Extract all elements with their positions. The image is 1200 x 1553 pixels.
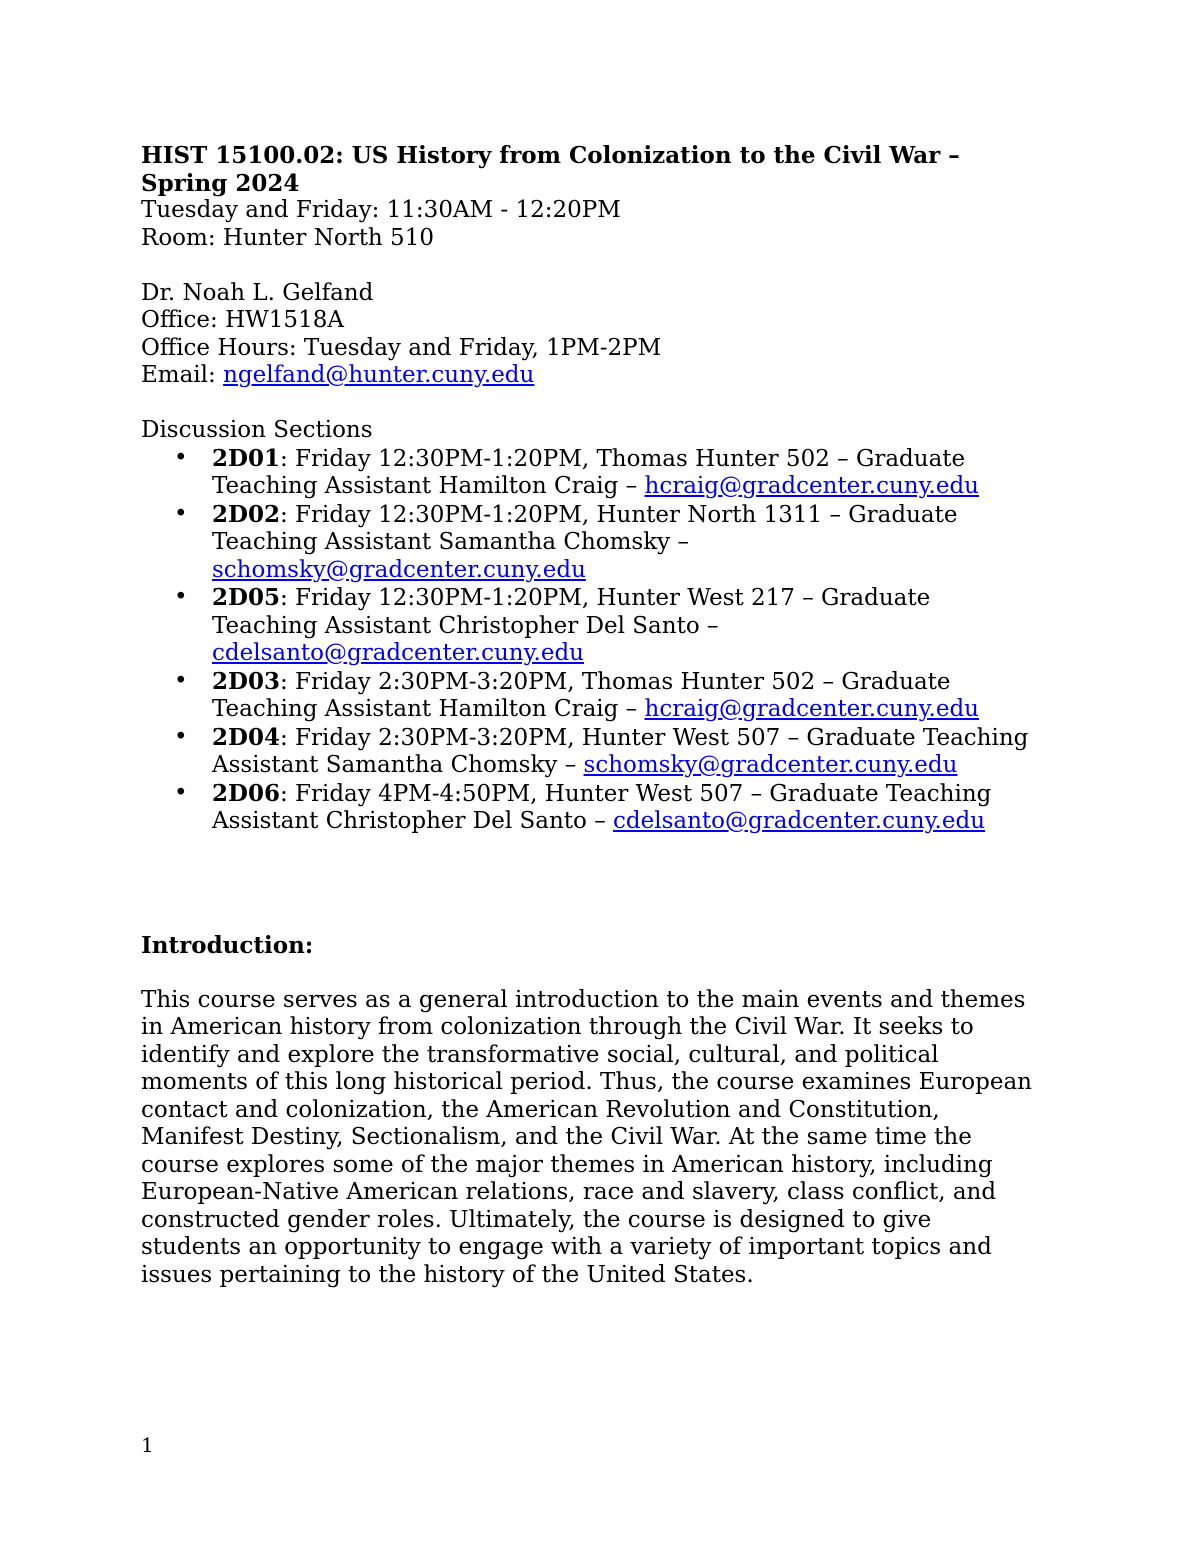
course-title-line1: HIST 15100.02: US History from Colonization to the Civil War – (141, 142, 960, 169)
instructor-name: Dr. Noah L. Gelfand (141, 279, 374, 306)
section-ta: Teaching Assistant Christopher Del Santo – (212, 612, 719, 639)
paragraph-line: Manifest Destiny, Sectionalism, and the Civil War. At the same time the (141, 1124, 972, 1150)
section-ta: Teaching Assistant Hamilton Craig – (212, 473, 645, 499)
discussion-heading: Discussion Sections (141, 417, 373, 443)
class-room: Room: Hunter North 510 (141, 224, 434, 251)
bullet-icon: • (174, 444, 188, 471)
section-details: : Friday 12:30PM-1:20PM, Hunter North 1311 – Graduate (279, 501, 958, 528)
section-item (141, 501, 1071, 585)
section-ta-email-link[interactable]: cdelsanto@gradcenter.cuny.edu (212, 640, 584, 666)
section-ta-email-link[interactable]: cdelsanto@gradcenter.cuny.edu (613, 808, 986, 834)
section-code: 2D05 (212, 584, 280, 611)
class-schedule: Tuesday and Friday: 11:30AM - 12:20PM (141, 197, 621, 223)
bullet-icon: • (174, 584, 188, 610)
section-code: 2D04 (212, 723, 280, 751)
section-item (141, 445, 1071, 501)
section-item (141, 668, 1071, 724)
section-details: : Friday 12:30PM-1:20PM, Hunter West 217 – Graduate (279, 585, 931, 611)
instructor-office: Office: HW1518A (141, 307, 344, 333)
bullet-icon: • (174, 779, 188, 806)
bullet-icon: • (174, 500, 188, 527)
paragraph-line: issues pertaining to the history of the United States. (141, 1261, 754, 1288)
document-page (141, 142, 1071, 1289)
section-ta: Teaching Assistant Hamilton Craig – (212, 696, 645, 722)
section-details: : Friday 12:30PM-1:20PM, Thomas Hunter 502 – Graduate (279, 445, 966, 472)
section-ta-email-link[interactable]: schomsky@gradcenter.cuny.edu (212, 556, 586, 583)
section-item (141, 724, 1071, 780)
section-ta-email-link[interactable]: hcraig@gradcenter.cuny.edu (644, 696, 979, 722)
section-item (141, 584, 1071, 668)
section-ta: Teaching Assistant Samantha Chomsky – (212, 529, 689, 555)
section-code: 2D03 (212, 667, 280, 695)
section-details: : Friday 2:30PM-3:20PM, Thomas Hunter 502 – Graduate (279, 668, 951, 695)
discussion-sections-list (141, 445, 1071, 836)
section-details: : Friday 2:30PM-3:20PM, Hunter West 507 – Graduate Teaching (279, 724, 1029, 751)
paragraph-line: students an opportunity to engage with a variety of important topics and (141, 1234, 992, 1260)
paragraph-line: identify and explore the transformative social, cultural, and political (141, 1041, 939, 1068)
page-number: 1 (141, 1433, 154, 1457)
paragraph-line: constructed gender roles. Ultimately, the course is designed to give (141, 1206, 932, 1233)
instructor-email-row (141, 362, 1071, 390)
bullet-icon: • (174, 723, 188, 750)
paragraph-line: course explores some of the major themes in American history, including (141, 1151, 993, 1178)
section-item (141, 780, 1071, 836)
paragraph-line: in American history from colonization through the Civil War. It seeks to (141, 1014, 974, 1040)
introduction-heading: Introduction: (141, 931, 314, 959)
paragraph-line: European-Native American relations, race and slavery, class conflict, and (141, 1179, 997, 1205)
course-title-line2: Spring 2024 (141, 169, 300, 197)
instructor-office-hours: Office Hours: Tuesday and Friday, 1PM-2PM (141, 334, 662, 361)
bullet-icon: • (174, 667, 188, 694)
section-ta-email-link[interactable]: hcraig@gradcenter.cuny.edu (644, 473, 979, 499)
instructor-email-link[interactable]: ngelfand@hunter.cuny.edu (223, 362, 535, 388)
instructor-email-label: Email: (141, 362, 224, 388)
section-ta: Assistant Christopher Del Santo – (212, 808, 614, 834)
paragraph-line: moments of this long historical period. Thus, the course examines European (141, 1069, 1032, 1095)
paragraph-line: This course serves as a general introduction to the main events and themes (141, 986, 1026, 1013)
section-code: 2D01 (212, 444, 280, 472)
section-details: : Friday 4PM-4:50PM, Hunter West 507 – Graduate Teaching (279, 780, 992, 807)
section-ta-email-link[interactable]: schomsky@gradcenter.cuny.edu (583, 752, 958, 778)
paragraph-line: contact and colonization, the American Revolution and Constitution, (141, 1096, 940, 1123)
section-ta: Assistant Samantha Chomsky – (212, 752, 584, 778)
section-code: 2D06 (212, 779, 280, 807)
section-code: 2D02 (212, 500, 280, 528)
introduction-paragraph (141, 987, 1071, 1290)
